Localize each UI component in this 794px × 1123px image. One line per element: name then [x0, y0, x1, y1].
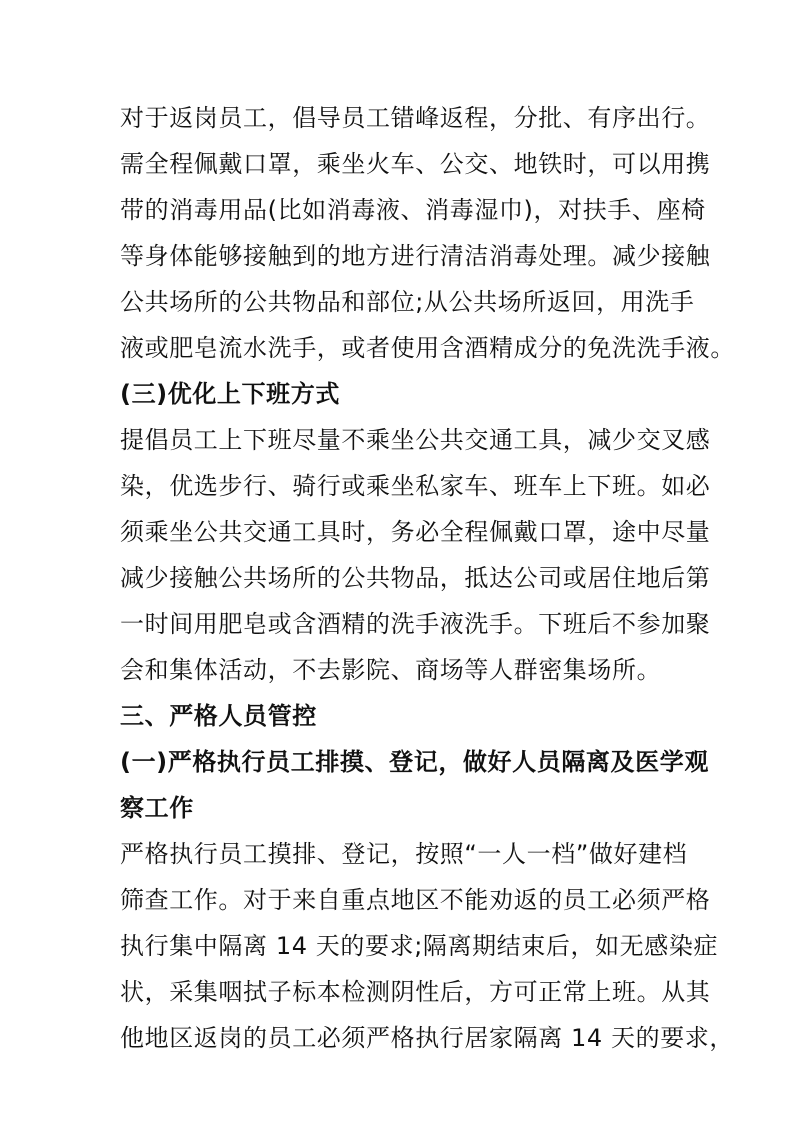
subsection-heading-continued: 察工作 [120, 794, 194, 822]
subsection-heading: (一)严格执行员工排摸、登记，做好人员隔离及医学观 [120, 748, 709, 776]
body-text-line: 提倡员工上下班尽量不乘坐公共交通工具，减少交叉感 [120, 426, 711, 454]
body-text-line: 执行集中隔离 14 天的要求;隔离期结束后，如无感染症 [120, 932, 719, 960]
body-text-line: 需全程佩戴口罩，乘坐火车、公交、地铁时，可以用携 [120, 150, 711, 178]
body-text-line: 对于返岗员工，倡导员工错峰返程，分批、有序出行。 [120, 104, 711, 132]
body-text-line: 染，优选步行、骑行或乘坐私家车、班车上下班。如必 [120, 472, 711, 500]
body-text-line: 一时间用肥皂或含酒精的洗手液洗手。下班后不参加聚 [120, 610, 711, 638]
body-text-line: 等身体能够接触到的地方进行清洁消毒处理。减少接触 [120, 242, 711, 270]
body-text-line: 液或肥皂流水洗手，或者使用含酒精成分的免洗洗手液。 [120, 334, 735, 362]
body-text-line: 带的消毒用品(比如消毒液、消毒湿巾)，对扶手、座椅 [120, 196, 706, 224]
body-text-line: 状，采集咽拭子标本检测阴性后，方可正常上班。从其 [120, 978, 711, 1006]
body-text-line: 减少接触公共场所的公共物品，抵达公司或居住地后第 [120, 564, 711, 592]
body-text-line: 他地区返岗的员工必须严格执行居家隔离 14 天的要求， [120, 1024, 734, 1052]
body-text-line: 须乘坐公共交通工具时，务必全程佩戴口罩，途中尽量 [120, 518, 711, 546]
section-heading: 三、严格人员管控 [120, 702, 317, 730]
body-text-line: 公共场所的公共物品和部位;从公共场所返回，用洗手 [120, 288, 695, 316]
subsection-heading: (三)优化上下班方式 [120, 380, 340, 408]
body-text-line: 会和集体活动，不去影院、商场等人群密集场所。 [120, 656, 662, 684]
body-text-line: 严格执行员工摸排、登记，按照“一人一档”做好建档 [120, 840, 688, 868]
body-text-line: 筛查工作。对于来自重点地区不能劝返的员工必须严格 [120, 886, 711, 914]
